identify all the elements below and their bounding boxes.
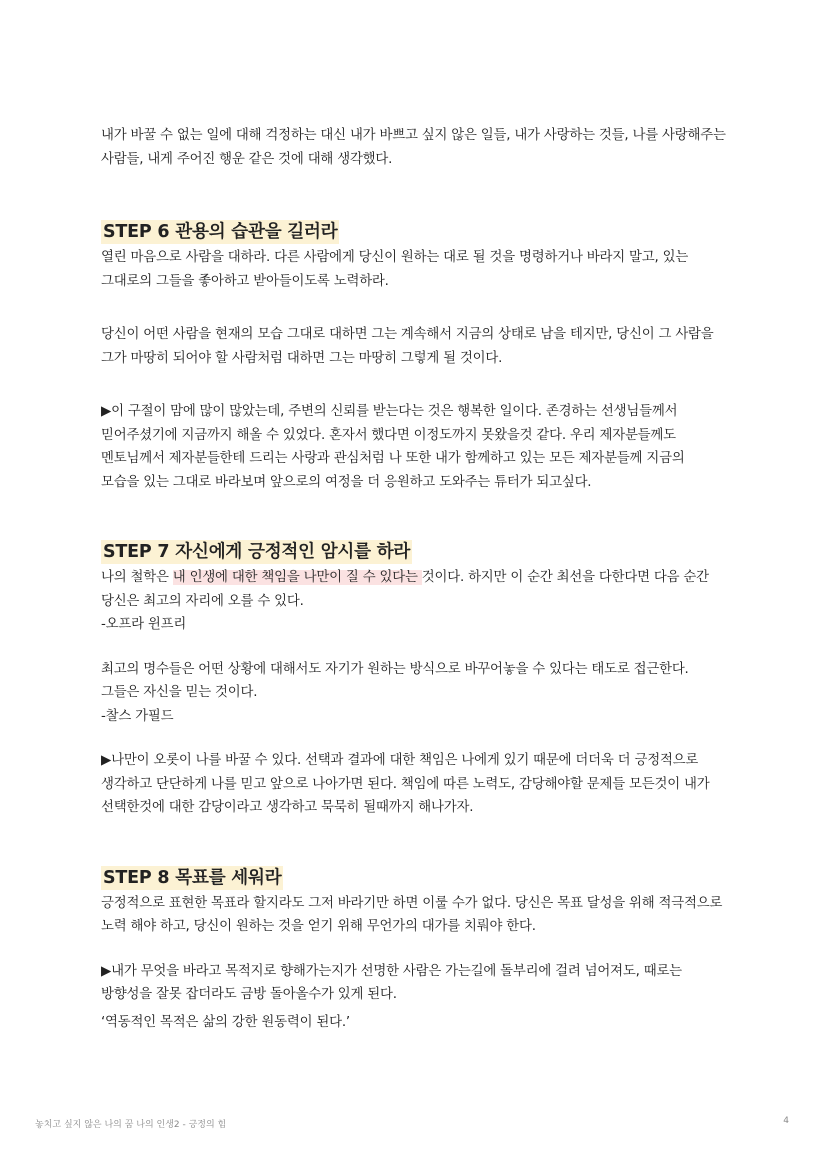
step7-quote-2-author: -찰스 가필드 bbox=[101, 708, 174, 724]
step7-quote-1-lead: 나의 철학은 bbox=[101, 570, 173, 585]
step7-quote-1 bbox=[101, 566, 726, 613]
step8-closing-quote: ‘역동적인 목적은 삶의 강한 원동력이 된다.’ bbox=[101, 1014, 350, 1030]
step7-heading: STEP 7 자신에게 긍정적인 암시를 하라 bbox=[103, 542, 411, 562]
step7-reflection: ▶나만이 오롯이 나를 바꿀 수 있다. 선택과 결과에 대한 책임은 나에게 있기 때문에 더더욱 더 긍정적으로 생각하고 단단하게 나를 믿고 앞으로 나아가면 된다. 책임에 따른 노력도, 감당해야할 문제들 모든것이 내가 선택한것에 대한 감당이라고 생각하고 묵묵히 될때까지 해나가자. bbox=[101, 753, 710, 815]
step7-quote-1-rest: 것이다. 하지만 이 순간 최선을 다한다면 다음 순간 당신은 최고의 자리에 오를 수 있다. bbox=[101, 570, 709, 609]
step7-quote-2: 최고의 명수들은 어떤 상황에 대해서도 자기가 원하는 방식으로 바꾸어놓을 수 있다는 태도로 접근한다. 그들은 자신을 믿는 것이다. bbox=[101, 661, 689, 700]
step8-paragraph-1: 긍정적으로 표현한 목표라 할지라도 그저 바라기만 하면 이룰 수가 없다. 당신은 목표 달성을 위해 적극적으로 노력 해야 하고, 당신이 원하는 것을 얻기 위해 무언가의 대가를 치뤄야 한다. bbox=[101, 895, 723, 934]
footer-title: 놓치고 싶지 않은 나의 꿈 나의 인생2 - 긍정의 힘 bbox=[35, 1120, 227, 1130]
step8-heading: STEP 8 목표를 세워라 bbox=[103, 867, 282, 888]
step6-reflection: ▶이 구절이 맘에 많이 많았는데, 주변의 신뢰를 받는다는 것은 행복한 일이다. 존경하는 선생님들께서 믿어주셨기에 지금까지 해올 수 있었다. 혼자서 했다면 이정도까지 못왔을것 같다. 우리 제자분들께도 멘토님께서 제자분들한테 드리는 사랑과 관심처럼 나 또한 내가 함께하고 있는 모든 제자분들께 지금의 모습을 있는 그대로 바라보며 앞으로의 여정을 더 응원하고 도와주는 튜터가 되고싶다. bbox=[101, 404, 685, 490]
page-number: 4 bbox=[783, 1116, 789, 1126]
step6-heading: STEP 6 관용의 습관을 길러라 bbox=[103, 222, 338, 242]
step7-quote-1-author: -오프라 윈프리 bbox=[101, 617, 187, 632]
step6-paragraph-1: 열린 마음으로 사람을 대하라. 다른 사람에게 당신이 원하는 대로 될 것을 명령하거나 바라지 말고, 있는 그대로의 그들을 좋아하고 받아들이도록 노력하라. bbox=[101, 250, 689, 289]
page-content bbox=[101, 124, 726, 1034]
step7-quote-1-highlight: 내 인생에 대한 책임을 나만이 질 수 있다는 bbox=[172, 570, 422, 585]
step8-reflection: ▶내가 무엇을 바라고 목적지로 향해가는지가 선명한 사람은 가는길에 돌부리에 걸려 넘어져도, 때로는 방향성을 잘못 잡더라도 금방 돌아올수가 있게 된다. bbox=[101, 963, 682, 1002]
step6-paragraph-2: 당신이 어떤 사람을 현재의 모습 그대로 대하면 그는 계속해서 지금의 상태로 남을 테지만, 당신이 그 사람을 그가 마땅히 되어야 할 사람처럼 대하면 그는 마땅히 그렇게 될 것이다. bbox=[101, 327, 714, 366]
intro-paragraph: 내가 바꿀 수 없는 일에 대해 걱정하는 대신 내가 바쁘고 싶지 않은 일들, 내가 사랑하는 것들, 나를 사랑해주는 사람들, 내게 주어진 행운 같은 것에 대해 생각했다. bbox=[101, 128, 726, 167]
